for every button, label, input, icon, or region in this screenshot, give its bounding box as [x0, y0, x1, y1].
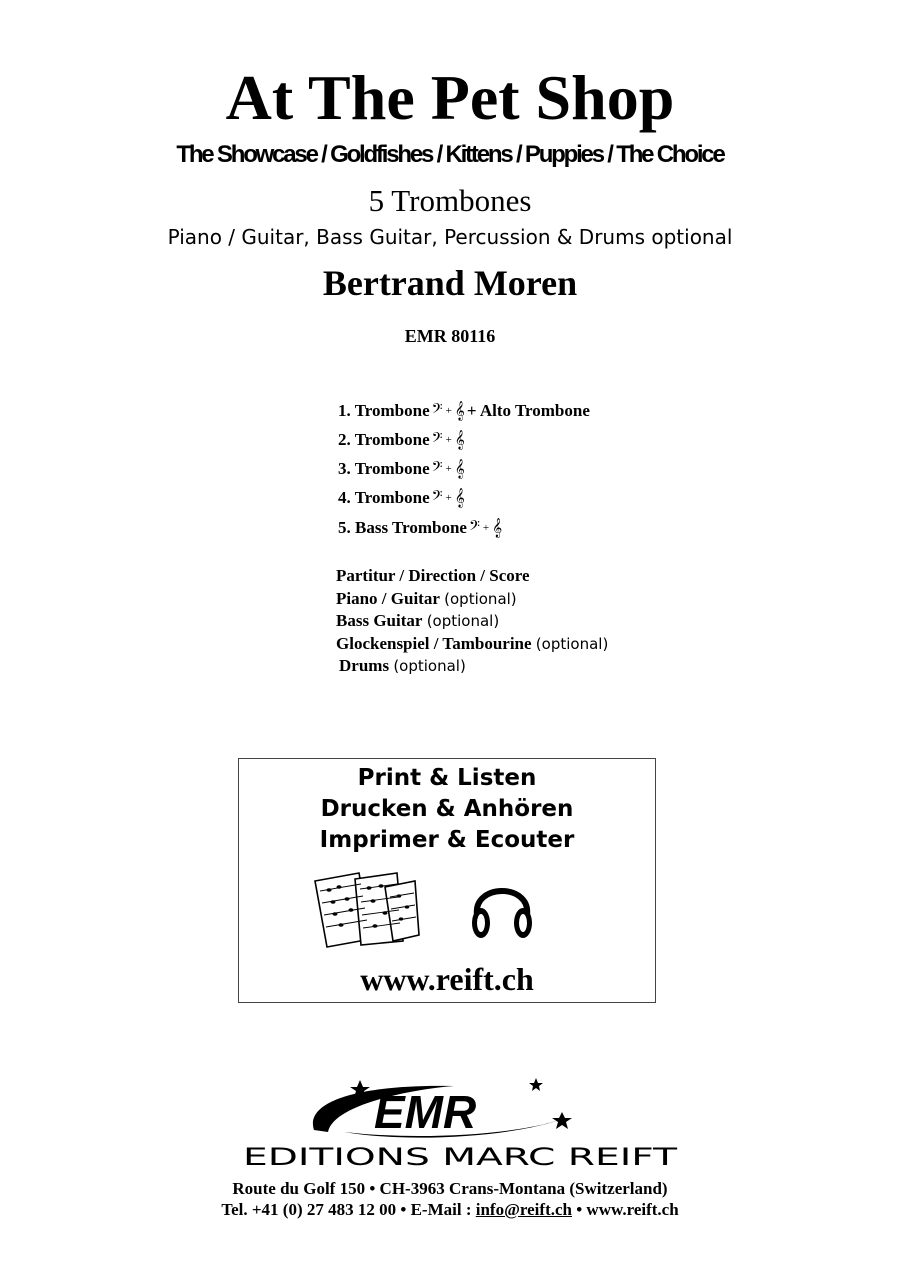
instrumentation: 5 Trombones — [368, 183, 532, 218]
bass-clef-icon: 𝄢 — [431, 487, 443, 508]
extra-note: (optional) — [535, 635, 609, 653]
part-suffix: + Alto Trombone — [466, 401, 590, 420]
part-label: 2. Trombone — [338, 430, 430, 449]
extra-note: (optional) — [426, 612, 500, 630]
contact-phone: Tel. +41 (0) 27 483 12 00 • E-Mail : — [221, 1200, 476, 1219]
extra-item — [336, 610, 499, 632]
part-item — [338, 458, 465, 480]
extra-label: Bass Guitar — [336, 611, 423, 630]
publisher-name — [240, 1143, 680, 1169]
bass-clef-icon: 𝄢 — [431, 400, 443, 421]
print-listen-box — [238, 758, 656, 1003]
bass-clef-icon: 𝄢 — [468, 517, 480, 538]
treble-clef-icon: 𝄞 — [454, 458, 465, 479]
plus-sign: + — [445, 492, 452, 504]
part-item — [338, 429, 465, 451]
part-label: 3. Trombone — [338, 459, 430, 478]
extra-item — [336, 588, 517, 610]
extra-note: (optional) — [393, 657, 466, 675]
bass-clef-icon: 𝄢 — [431, 458, 443, 479]
plus-sign: + — [445, 463, 452, 475]
logo-text: EMR — [374, 1086, 477, 1138]
publisher-address: Route du Golf 150 • CH-3963 Crans-Montana (Switzerland) — [232, 1179, 668, 1198]
contact-website[interactable]: • www.reift.ch — [571, 1200, 679, 1219]
part-item — [338, 400, 590, 422]
part-label: 5. Bass Trombone — [338, 518, 467, 537]
publisher-contact — [0, 1199, 900, 1221]
promo-line-german: Drucken & Anhören — [320, 796, 574, 822]
plus-sign: + — [445, 405, 452, 417]
extra-note: (optional) — [444, 590, 517, 608]
bass-clef-icon: 𝄢 — [431, 429, 443, 450]
catalog-number: EMR 80116 — [404, 326, 496, 346]
treble-clef-icon: 𝄞 — [492, 517, 503, 538]
composer-name: Bertrand Moren — [322, 263, 578, 303]
treble-clef-icon: 𝄞 — [454, 429, 465, 450]
headphones-icon — [467, 871, 537, 947]
movement-list: The Showcase / Goldfishes / Kittens / Puppies / The Choice — [176, 141, 724, 168]
extra-label: Partitur / Direction / Score — [336, 566, 530, 585]
svg-text:EDITIONS MARC REIFT: EDITIONS MARC REIFT — [243, 1143, 678, 1169]
emr-logo-icon — [304, 1076, 576, 1142]
extra-label: Piano / Guitar — [336, 589, 440, 608]
extra-item — [339, 655, 466, 677]
part-label: 1. Trombone — [338, 401, 430, 420]
email-link[interactable]: info@reift.ch — [475, 1200, 572, 1219]
promo-line-english: Print & Listen — [357, 765, 537, 791]
treble-clef-icon: 𝄞 — [454, 400, 465, 421]
part-label: 4. Trombone — [338, 488, 430, 507]
extra-item — [336, 633, 608, 655]
sheet-music-icon — [311, 869, 423, 949]
accompaniment-note: Piano / Guitar, Bass Guitar, Percussion & Drums optional — [167, 225, 733, 249]
extra-item — [336, 565, 530, 587]
plus-sign: + — [482, 522, 490, 534]
part-item — [338, 517, 502, 539]
plus-sign: + — [445, 434, 452, 446]
extra-label: Glockenspiel / Tambourine — [336, 634, 532, 653]
website-url: www.reift.ch — [360, 961, 534, 997]
part-item — [338, 487, 465, 509]
promo-line-french: Imprimer & Ecouter — [319, 827, 575, 853]
treble-clef-icon: 𝄞 — [454, 487, 465, 508]
extra-label: Drums — [339, 656, 390, 675]
page-title: At The Pet Shop — [225, 62, 675, 133]
